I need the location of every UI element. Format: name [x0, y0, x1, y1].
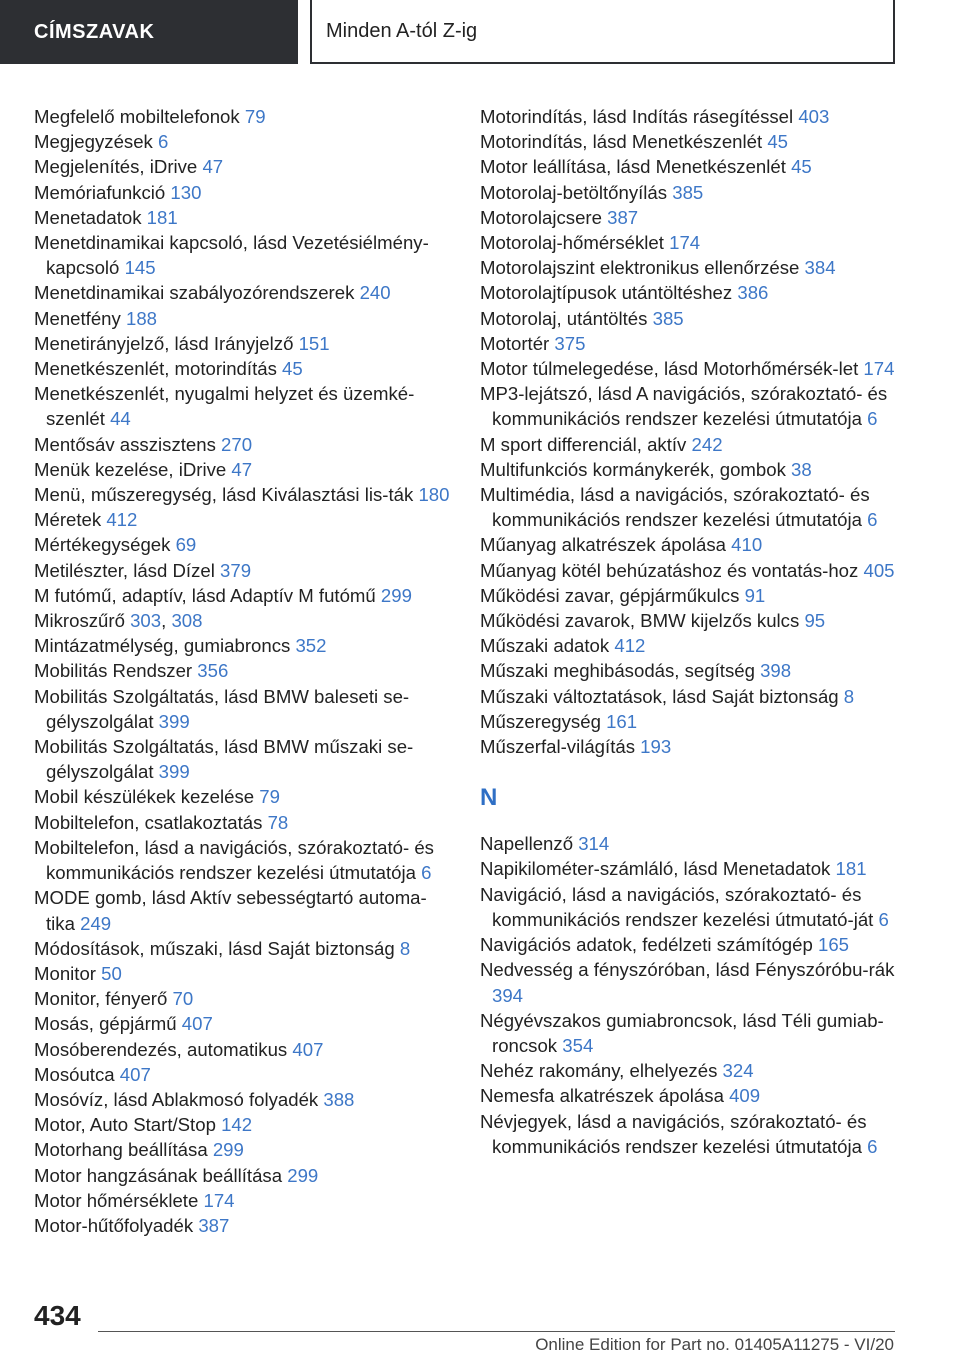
page-reference-link[interactable]: 6	[878, 908, 889, 930]
index-entry-term: Motorindítás, lásd Indítás rásegítéssel	[480, 106, 799, 127]
index-entry	[34, 558, 454, 583]
index-entry	[34, 1112, 454, 1137]
index-entry	[480, 1109, 920, 1159]
index-entry	[480, 205, 920, 230]
index-entry	[480, 734, 920, 759]
section-letter-n: N	[480, 784, 498, 812]
page-reference-link[interactable]: 145	[124, 257, 156, 279]
index-entry	[34, 1062, 454, 1087]
index-entry	[480, 831, 920, 856]
page-reference-link[interactable]: 130	[170, 181, 202, 203]
index-entry	[34, 1188, 454, 1213]
index-entry-term: Mosóutca	[34, 1063, 120, 1085]
page-reference-link[interactable]: 410	[731, 534, 763, 556]
page-reference-link[interactable]: 387	[607, 206, 639, 228]
page-reference-link[interactable]: 45	[282, 358, 303, 380]
index-entry	[34, 986, 454, 1011]
index-entry-term: Monitor, fényerő	[34, 988, 173, 1010]
page-reference-link[interactable]: 151	[298, 332, 330, 354]
index-entry-term: Navigációs adatok, fedélzeti számítógép	[480, 934, 818, 956]
index-column-left	[34, 104, 454, 1238]
index-entry	[480, 104, 920, 129]
page-reference-link[interactable]: 45	[767, 131, 789, 153]
index-entry-term: Multifunkciós kormánykerék, gombok	[480, 458, 792, 480]
page-reference-link[interactable]: 38	[791, 458, 812, 480]
index-entry-term: Mobiltelefon, lásd a navigációs, szórakoztató- és kommunikációs rendszer kezelési útmutatója	[34, 836, 434, 884]
index-entry-term: Négyévszakos gumiabroncsok, lásd Téli gumiab-roncsok	[480, 1009, 884, 1056]
index-entry-term: Műszeregység	[480, 710, 607, 732]
index-entry	[480, 558, 920, 583]
index-entry	[480, 129, 920, 154]
index-entry-term: Menetirányjelző, lásd Irányjelző	[34, 332, 299, 354]
index-entry-term: Működési zavarok, BMW kijelzős kulcs	[480, 610, 805, 632]
page-reference-link[interactable]: 299	[212, 1139, 244, 1161]
index-entry-term: Mentősáv asszisztens	[34, 433, 222, 455]
index-entry-term: Monitor	[34, 962, 102, 984]
page-reference-link[interactable]: 398	[760, 660, 792, 682]
page-reference-link[interactable]: 405	[863, 559, 895, 581]
index-entry-term: Motorolaj-betöltőnyílás	[480, 181, 673, 203]
page-reference-link[interactable]: 95	[804, 610, 826, 632]
page-reference-link[interactable]: 69	[175, 534, 197, 556]
page-reference-link[interactable]: 409	[729, 1085, 761, 1107]
index-entry: Mikroszűrő 303, 308	[34, 610, 203, 632]
edition-footer: Online Edition for Part no. 01405A11275 - VI/20	[535, 1335, 894, 1354]
page-reference-link[interactable]: 6	[867, 509, 878, 531]
page-reference-link[interactable]: 403	[798, 106, 830, 127]
page-reference-link[interactable]: 188	[126, 307, 158, 329]
page-reference-link[interactable]: 174	[863, 358, 895, 380]
index-entry-term: Módosítások, műszaki, lásd Saját biztonság	[34, 937, 400, 959]
index-entry	[480, 882, 920, 932]
index-entry-term: Nehéz rakomány, elhelyezés	[480, 1060, 723, 1082]
index-entry-term: Motorolajtípusok utántöltéshez	[480, 282, 738, 304]
index-entry-term: Motorolaj-hőmérséklet	[480, 232, 670, 254]
index-entry-term: Motorindítás, lásd Menetkészenlét	[480, 131, 768, 153]
index-entry	[480, 306, 920, 331]
index-column-right	[480, 104, 920, 1159]
index-entry-term: Motor leállítása, lásd Menetkészenlét	[480, 156, 792, 178]
index-entry	[34, 1037, 454, 1062]
page-reference-link[interactable]: 407	[181, 1013, 213, 1035]
page-reference-link[interactable]: 45	[791, 156, 812, 178]
page-reference-link[interactable]: 399	[158, 710, 190, 732]
index-entry-term: Motorhang beállítása	[34, 1139, 213, 1161]
page-reference-link[interactable]: 193	[640, 736, 672, 758]
page-reference-link[interactable]: 324	[722, 1060, 754, 1082]
index-entry-term: Motor hőmérséklete	[34, 1189, 204, 1211]
page-reference-link[interactable]: 142	[221, 1114, 253, 1136]
index-entry-term: Metilészter, lásd Dízel	[34, 559, 221, 581]
index-entry-term: Motor túlmelegedése, lásd Motorhőmérsék-let	[480, 358, 864, 380]
index-entry	[34, 936, 454, 961]
index-entry-term: Menetfény	[34, 307, 126, 329]
index-entry-term: Menü, műszeregység, lásd Kiválasztási lis-ták	[34, 484, 419, 506]
index-entry-term: Napellenző	[480, 833, 579, 855]
index-entry	[34, 104, 454, 129]
index-entry	[34, 129, 454, 154]
index-entry	[480, 180, 920, 205]
page-reference-link[interactable]: 303	[130, 610, 162, 632]
index-entry	[34, 784, 454, 809]
index-entry-term: Működési zavar, gépjárműkulcs	[480, 584, 745, 606]
index-entry	[480, 331, 920, 356]
index-entry-term: Mobilitás Szolgáltatás, lásd BMW baleseti se-gélyszolgálat	[34, 685, 410, 732]
page-reference-link[interactable]: 165	[817, 934, 850, 956]
page-reference-link[interactable]: 356	[197, 660, 229, 682]
page-reference-link[interactable]: 384	[804, 257, 836, 279]
index-entry	[480, 482, 920, 532]
page-reference-link[interactable]: 354	[562, 1034, 594, 1056]
index-entry	[34, 1163, 454, 1188]
index-entry	[480, 280, 920, 305]
index-entry	[480, 532, 920, 557]
index-entry-term: Nemesfa alkatrészek ápolása	[480, 1085, 730, 1107]
index-entry-term: Menetkészenlét, nyugalmi helyzet és üzemké-szenlét	[34, 383, 415, 430]
index-entry	[34, 684, 454, 734]
page-reference-link[interactable]: 181	[146, 206, 178, 228]
page-reference-link[interactable]: 375	[554, 332, 586, 354]
page-reference-link[interactable]: 6	[421, 862, 432, 884]
index-entry-term: Műanyag kötél behúzatáshoz és vontatás-hoz	[480, 559, 864, 581]
index-entry	[34, 885, 454, 935]
page-reference-link[interactable]: 47	[231, 458, 253, 480]
page-reference-link[interactable]: 385	[672, 181, 704, 203]
index-entry-term: MODE gomb, lásd Aktív sebességtartó automa-tika	[34, 887, 427, 934]
page-reference-link[interactable]: 299	[287, 1164, 319, 1186]
index-entry	[480, 856, 920, 881]
index-entry	[480, 1083, 920, 1108]
index-entry-term: Műszaki meghibásodás, segítség	[480, 660, 761, 682]
index-entry-term: Névjegyek, lásd a navigációs, szórakoztató- és kommunikációs rendszer kezelési útmutatója	[480, 1110, 868, 1157]
chapter-title: Minden A-tól Z-ig	[326, 19, 478, 42]
page-reference-link[interactable]: 78	[267, 811, 289, 833]
index-entry-term: Nedvesség a fényszóróban, lásd Fényszóróbu-rák	[480, 959, 895, 981]
page-reference-link[interactable]: 412	[614, 635, 646, 657]
index-entry-term: Műszaki változtatások, lásd Saját biztonság	[480, 685, 844, 707]
index-entry	[34, 633, 454, 658]
index-entry-term: Motorolajcsere	[480, 206, 608, 228]
page-reference-link[interactable]: 240	[359, 282, 391, 304]
index-entry	[34, 961, 454, 986]
index-entry	[480, 230, 920, 255]
page-reference-link[interactable]: 181	[835, 858, 867, 880]
page-reference-link[interactable]: 6	[867, 408, 878, 430]
index-entry	[34, 432, 454, 457]
page-reference-link[interactable]: 379	[220, 559, 252, 581]
index-entry-term: Menetadatok	[34, 206, 147, 228]
page-number: 434	[34, 1300, 81, 1331]
page-reference-link[interactable]: 6	[867, 1135, 878, 1157]
index-entry-term: Motor-hűtőfolyadék	[34, 1214, 199, 1236]
index-entry-term: M futómű, adaptív, lásd Adaptív M futómű	[34, 584, 381, 606]
index-entry-term: Menetdinamikai szabályozórendszerek	[34, 282, 360, 304]
index-entry-term: Motorolajszint elektronikus ellenőrzése	[480, 257, 805, 279]
index-entry-term: Motortér	[480, 332, 555, 354]
page-reference-link[interactable]: 79	[259, 786, 280, 808]
index-entry	[480, 457, 920, 482]
index-entry	[480, 583, 920, 608]
index-entry-term: Mértékegységek	[34, 534, 176, 556]
index-entry-term: Műszaki adatok	[480, 635, 615, 657]
index-entry	[480, 381, 920, 431]
index-entry	[480, 356, 920, 381]
index-entry	[34, 810, 454, 835]
page-reference-link[interactable]: 308	[171, 610, 203, 632]
section-title: CÍMSZAVAK	[34, 20, 155, 43]
index-entry	[480, 432, 920, 457]
index-entry	[34, 1137, 454, 1162]
index-entry	[34, 658, 454, 683]
index-entry-term: Mobilitás Szolgáltatás, lásd BMW műszaki se-gélyszolgálat	[34, 736, 414, 783]
index-entry-term: M sport differenciál, aktív	[480, 433, 692, 455]
index-entry	[480, 1058, 920, 1083]
index-entry-term: Mintázatmélység, gumiabroncs	[34, 635, 296, 657]
index-entry-term: MP3-lejátszó, lásd A navigációs, szórakoztató- és kommunikációs rendszer kezelési útmutatója	[480, 383, 888, 430]
index-entry	[34, 280, 454, 305]
index-entry	[34, 482, 454, 507]
page-reference-link[interactable]: 387	[198, 1214, 230, 1236]
index-entry	[480, 608, 920, 633]
footer-divider	[98, 1331, 895, 1332]
index-entry-term: Mosás, gépjármű	[34, 1013, 182, 1035]
page-reference-link[interactable]: 249	[80, 912, 112, 934]
index-entry	[480, 633, 920, 658]
index-entry	[34, 381, 454, 431]
page-reference-link[interactable]: 180	[418, 484, 450, 506]
index-entry-term: Mosóberendezés, automatikus	[34, 1038, 293, 1060]
index-entry-term: Mosóvíz, lásd Ablakmosó folyadék	[34, 1088, 324, 1110]
index-entry-term: Mobil készülékek kezelése	[34, 786, 260, 808]
index-entry-term: Megjelenítés, iDrive	[34, 156, 203, 178]
index-entry	[480, 154, 920, 179]
page-reference-link[interactable]: 70	[172, 988, 194, 1010]
page-reference-link[interactable]: 79	[244, 106, 266, 127]
index-entry-term: Motor hangzásának beállítása	[34, 1164, 288, 1186]
index-entry-term: Multimédia, lásd a navigációs, szórakoztató- és kommunikációs rendszer kezelési útmutatója	[480, 484, 870, 531]
page-reference-link[interactable]: 270	[221, 433, 253, 455]
index-entry	[480, 255, 920, 280]
chapter-tab	[310, 0, 895, 64]
index-entry-term: Mikroszűrő	[34, 610, 131, 632]
page-reference-link[interactable]: 394	[492, 984, 524, 1006]
index-entry-term: Napikilométer-számláló, lásd Menetadatok	[480, 858, 836, 880]
index-entry-term: Mobilitás Rendszer	[34, 660, 198, 682]
page-reference-link[interactable]: 50	[101, 962, 122, 984]
index-entry	[34, 1011, 454, 1036]
index-entry-term: Memóriafunkció	[34, 181, 171, 203]
index-entry	[34, 835, 454, 885]
page-reference-link[interactable]: 242	[691, 433, 723, 455]
index-entry	[34, 532, 454, 557]
index-entry	[480, 658, 920, 683]
index-entry	[34, 507, 454, 532]
index-entry-term: Motor, Auto Start/Stop	[34, 1114, 222, 1136]
page-reference-link[interactable]: 385	[652, 307, 684, 329]
index-entry	[34, 583, 454, 608]
index-entry	[34, 1213, 454, 1238]
index-entry-term: Menetdinamikai kapcsoló, lásd Vezetésiélmény-kapcsoló	[34, 232, 429, 279]
index-entry	[34, 154, 454, 179]
index-entry	[480, 957, 920, 1007]
index-entry	[34, 230, 454, 280]
index-entry	[34, 356, 454, 381]
index-entry	[34, 180, 454, 205]
index-entry	[34, 734, 454, 784]
index-entry	[34, 306, 454, 331]
page-reference-link[interactable]: 299	[380, 584, 412, 606]
page-reference-link[interactable]: 44	[110, 408, 131, 430]
index-entry	[480, 709, 920, 734]
section-tab	[0, 0, 298, 64]
page-reference-link[interactable]: 8	[843, 685, 855, 707]
index-entry-term: Műszerfal-világítás	[480, 736, 641, 758]
index-entry-term: Motorolaj, utántöltés	[480, 307, 653, 329]
page-reference-link[interactable]: 412	[106, 509, 138, 531]
page-reference-link[interactable]: 388	[323, 1088, 355, 1110]
index-entry-term: Megjegyzések	[34, 131, 159, 153]
page-reference-link[interactable]: 174	[669, 232, 701, 254]
page-reference-link[interactable]: 6	[158, 131, 169, 153]
page-reference-link[interactable]: 386	[737, 282, 769, 304]
page-reference-link[interactable]: 47	[202, 156, 224, 178]
page-reference-link[interactable]: 314	[578, 833, 610, 855]
page-reference-link[interactable]: 352	[295, 635, 327, 657]
index-entry	[480, 684, 920, 709]
page-reference-link[interactable]: 8	[399, 937, 411, 959]
index-entry-term: Menetkészenlét, motorindítás	[34, 358, 283, 380]
index-entry-term: Megfelelő mobiltelefonok	[34, 106, 245, 127]
index-entry-term: Mobiltelefon, csatlakoztatás	[34, 811, 268, 833]
index-entry	[34, 205, 454, 230]
index-entry-term: Menük kezelése, iDrive	[34, 458, 232, 480]
index-entry-term: Navigáció, lásd a navigációs, szórakoztató- és kommunikációs rendszer kezelési útmutató-ját	[480, 883, 879, 930]
index-entry	[34, 331, 454, 356]
page-reference-link[interactable]: 407	[292, 1038, 324, 1060]
index-entry-term: Méretek	[34, 509, 107, 531]
index-entry	[480, 932, 920, 957]
page-reference-link[interactable]: 399	[158, 761, 190, 783]
page-reference-link[interactable]: 174	[203, 1189, 235, 1211]
page-reference-link[interactable]: 91	[744, 584, 766, 606]
index-entry	[34, 457, 454, 482]
index-entry	[34, 1087, 454, 1112]
page-reference-link[interactable]: 161	[606, 710, 638, 732]
page-reference-link[interactable]: 407	[119, 1063, 151, 1085]
index-entry-term: Műanyag alkatrészek ápolása	[480, 534, 732, 556]
index-entry	[480, 1008, 920, 1058]
